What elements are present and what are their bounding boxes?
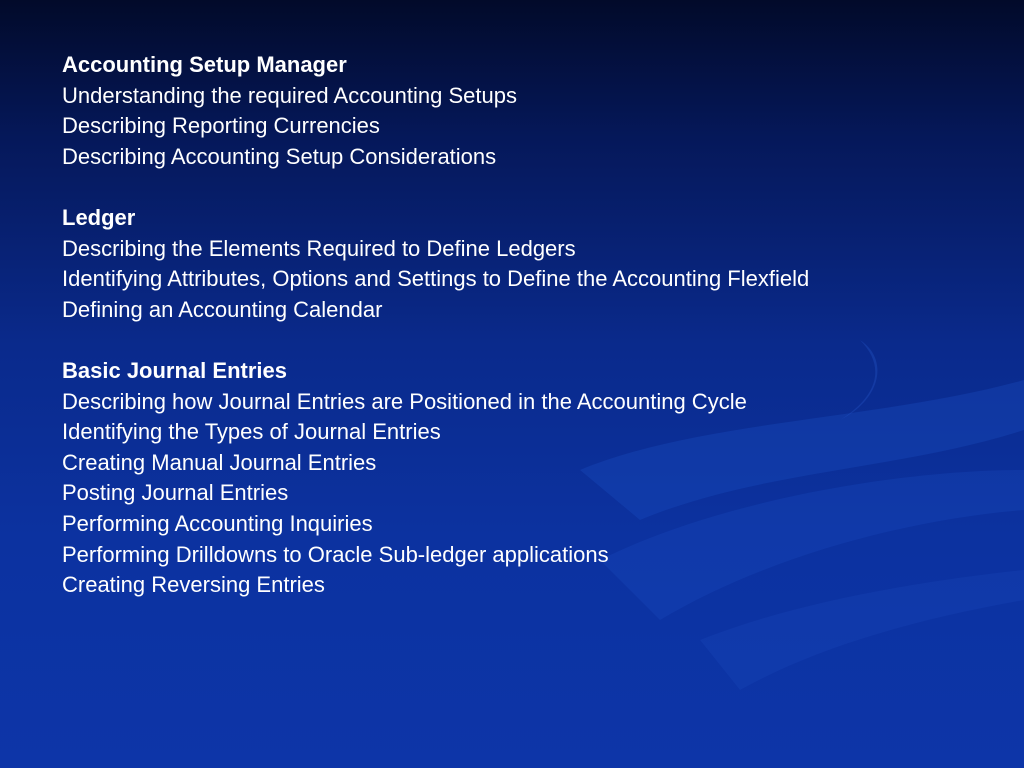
section-heading: Ledger [62, 204, 136, 230]
list-item: Creating Reversing Entries [62, 572, 325, 598]
list-item: Identifying the Types of Journal Entries [62, 419, 441, 445]
slide-content [62, 50, 1002, 631]
list-item: Creating Manual Journal Entries [62, 449, 377, 475]
list-item: Describing the Elements Required to Define Ledgers [62, 235, 576, 261]
section-accounting-setup-manager [62, 50, 1002, 172]
section-heading: Accounting Setup Manager [62, 52, 347, 77]
list-item: Understanding the required Accounting Setups [62, 82, 517, 108]
list-item: Describing Accounting Setup Considerations [62, 143, 497, 169]
list-item: Identifying Attributes, Options and Settings to Define the Accounting Flexfield [62, 266, 810, 292]
list-item: Defining an Accounting Calendar [62, 296, 383, 322]
list-item: Describing how Journal Entries are Positioned in the Accounting Cycle [62, 388, 747, 414]
section-ledger [62, 203, 1002, 325]
section-basic-journal-entries [62, 356, 1002, 601]
list-item: Performing Accounting Inquiries [62, 510, 373, 536]
list-item: Performing Drilldowns to Oracle Sub-ledger applications [62, 541, 609, 567]
list-item: Describing Reporting Currencies [62, 113, 380, 139]
list-item: Posting Journal Entries [62, 480, 289, 506]
section-heading: Basic Journal Entries [62, 357, 287, 383]
